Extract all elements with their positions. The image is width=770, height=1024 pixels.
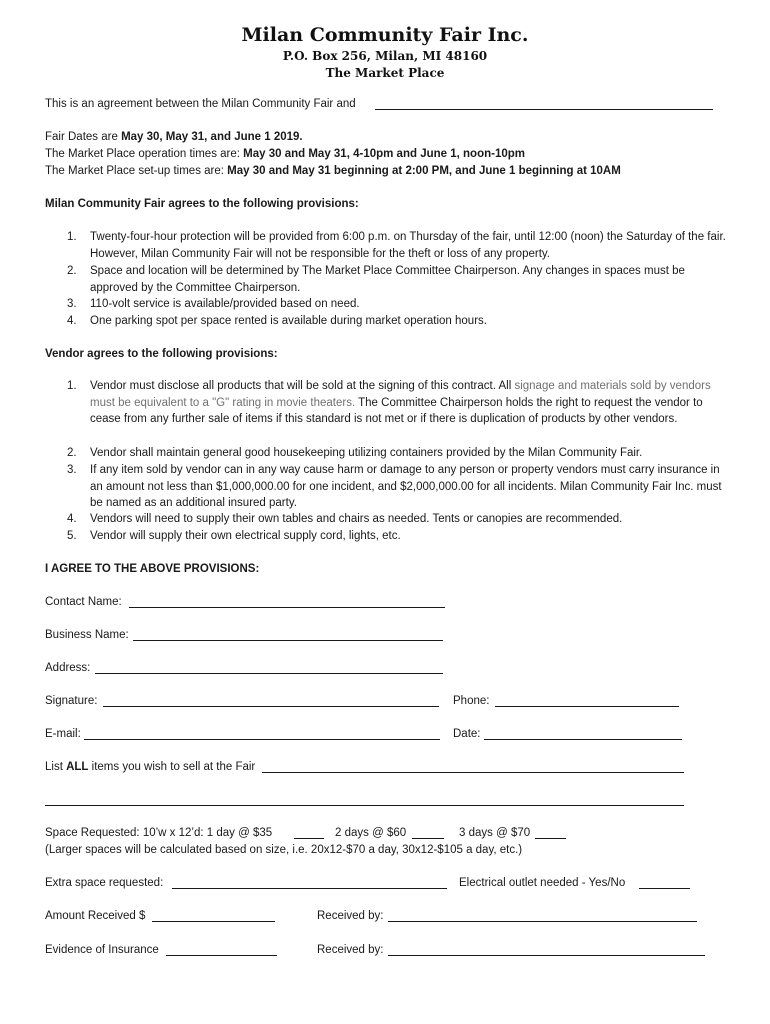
space-requested-label: Space Requested: 10’w x 12’d: 1 day @ $35 — [45, 827, 273, 839]
items-list-all: ALL — [66, 761, 89, 773]
vendor-provision-item: If any item sold by vendor can in any way cause harm or damage to any person or property vendors must carry insurance in an amount not less than $1,000,000.00 for one incident, and $2,000,000.00 for all incidents. Milan Community Fair Inc. must be named as an additional insured party. — [90, 464, 722, 510]
operation-times-line — [45, 147, 525, 162]
contact-name-label: Contact Name: — [45, 596, 122, 608]
fair-provisions-heading: Milan Community Fair agrees to the following provisions: — [45, 198, 359, 210]
evidence-of-insurance-label: Evidence of Insurance — [45, 944, 159, 956]
amount-received-field[interactable] — [152, 921, 275, 922]
vendor-item-number: 3. — [67, 464, 77, 476]
vendor-item-number: 4. — [67, 513, 77, 525]
vendor-provision-item: Vendor will supply their own electrical supply cord, lights, etc. — [90, 530, 401, 542]
fair-dates-label: Fair Dates are — [45, 131, 122, 143]
address-label: Address: — [45, 662, 91, 674]
operation-times-value: May 30 and May 31, 4-10pm and June 1, noon-10pm — [243, 148, 525, 160]
mailing-address: P.O. Box 256, Milan, MI 48160 — [282, 49, 488, 63]
vendor-provisions-heading: Vendor agrees to the following provisions: — [45, 348, 278, 360]
vendor-item-1-text-cont: The Committee Chairperson holds the right to request the vendor to cease from any further sale of items if this standard is not met or if there is duplication of products by other vendors. — [90, 396, 703, 426]
agree-heading: I AGREE TO THE ABOVE PROVISIONS: — [45, 563, 260, 575]
date-label: Date: — [453, 728, 481, 740]
vendor-provision-item: Vendors will need to supply their own tables and chairs as needed. Tents or canopies are recommended. — [90, 513, 623, 525]
fair-dates-value: May 30, May 31, and June 1 2019. — [121, 131, 303, 143]
vendor-provision-item — [90, 378, 730, 428]
amount-received-label: Amount Received $ — [45, 910, 146, 922]
space-2-days-field[interactable] — [412, 838, 444, 839]
document-title: Milan Community Fair Inc. — [241, 24, 529, 46]
business-name-label: Business Name: — [45, 629, 129, 641]
date-field[interactable] — [484, 739, 682, 740]
items-list-field[interactable] — [262, 772, 684, 773]
document-subtitle: The Market Place — [325, 66, 445, 80]
vendor-provision-item: Vendor shall maintain general good housekeeping utilizing containers provided by the Milan Community Fair. — [90, 447, 643, 459]
fair-item-number: 1. — [67, 231, 77, 243]
setup-times-line — [45, 164, 621, 179]
electrical-outlet-label: Electrical outlet needed - Yes/No — [459, 877, 626, 889]
items-list-suffix: items you wish to sell at the Fair — [88, 761, 256, 773]
space-2-days-label: 2 days @ $60 — [335, 827, 407, 839]
address-field[interactable] — [95, 673, 443, 674]
received-by-label: Received by: — [317, 910, 384, 922]
vendor-item-number: 5. — [67, 530, 77, 542]
agreement-party-blank[interactable] — [375, 109, 713, 110]
signature-label: Signature: — [45, 695, 98, 707]
fair-item-number: 2. — [67, 265, 77, 277]
items-list-prefix: List — [45, 761, 67, 773]
extra-space-label: Extra space requested: — [45, 877, 164, 889]
business-name-field[interactable] — [133, 640, 443, 641]
setup-times-label: The Market Place set-up times are: — [45, 165, 228, 177]
fair-provision-item: Space and location will be determined by The Market Place Committee Chairperson. Any changes in spaces must be approved by the Committee Chairperson. — [90, 265, 685, 294]
fair-provision-item: Twenty-four-hour protection will be provided from 6:00 p.m. on Thursday of the fair, until 12:00 (noon) the Saturday of the fair. However, Milan Community Fair will not be responsible for the theft or loss of any property. — [90, 231, 726, 260]
received-by-field[interactable] — [388, 921, 697, 922]
vendor-item-1-rating-text: signage and materials sold by vendors must be equivalent to a "G" rating in movie theaters. — [90, 380, 711, 409]
items-list-label — [45, 760, 255, 775]
electrical-outlet-field[interactable] — [639, 888, 690, 889]
email-field[interactable] — [84, 739, 440, 740]
space-pricing-note: (Larger spaces will be calculated based on size, i.e. 20x12-$70 a day, 30x12-$105 a day, etc.) — [45, 844, 523, 856]
fair-dates-line — [45, 130, 303, 145]
evidence-of-insurance-field[interactable] — [166, 955, 277, 956]
space-1-day-field[interactable] — [294, 838, 324, 839]
items-list-field-continued[interactable] — [45, 805, 684, 806]
received-by-field-2[interactable] — [388, 955, 705, 956]
fair-provision-item: One parking spot per space rented is available during market operation hours. — [90, 315, 487, 327]
extra-space-field[interactable] — [172, 888, 447, 889]
space-3-days-label: 3 days @ $70 — [459, 827, 531, 839]
phone-label: Phone: — [453, 695, 490, 707]
vendor-item-1-text: Vendor must disclose all products that will be sold at the signing of this contract. All — [90, 380, 515, 392]
email-label: E-mail: — [45, 728, 81, 740]
agreement-text: This is an agreement between the Milan Community Fair and — [45, 98, 356, 110]
operation-times-label: The Market Place operation times are: — [45, 148, 244, 160]
setup-times-value: May 30 and May 31 beginning at 2:00 PM, and June 1 beginning at 10AM — [227, 165, 621, 177]
fair-item-number: 4. — [67, 315, 77, 327]
vendor-item-number: 2. — [67, 447, 77, 459]
signature-field[interactable] — [103, 706, 439, 707]
received-by-label-2: Received by: — [317, 944, 384, 956]
contact-name-field[interactable] — [129, 607, 445, 608]
phone-field[interactable] — [495, 706, 679, 707]
vendor-item-number: 1. — [67, 380, 77, 392]
fair-item-number: 3. — [67, 298, 77, 310]
space-3-days-field[interactable] — [535, 838, 566, 839]
agreement-line — [45, 97, 356, 112]
fair-provision-item: 110-volt service is available/provided based on need. — [90, 298, 360, 310]
